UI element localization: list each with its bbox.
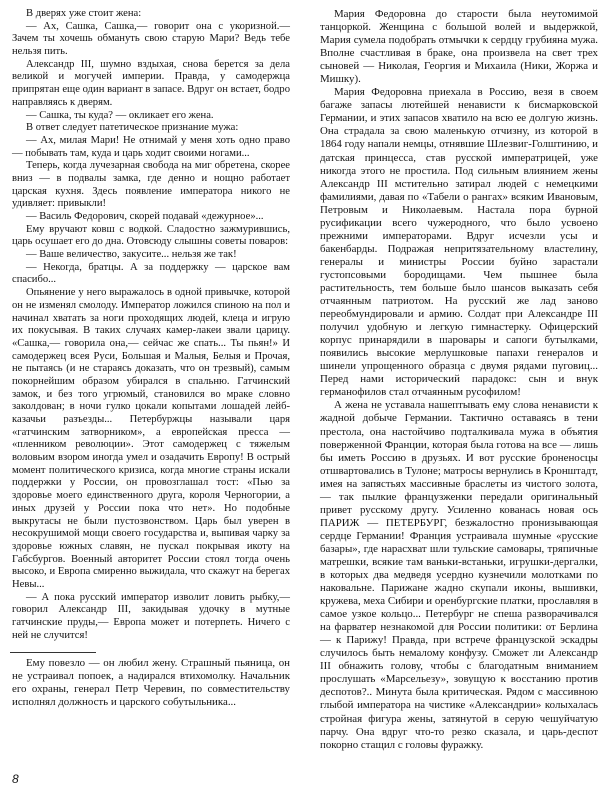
left-column-lower (12, 657, 290, 709)
right-column (320, 8, 598, 752)
paragraph: Мария Федоровна до старости была неутомимой танцоркой. Женщина с большой волей и выдержкой, Мария сумела подобрать отмычки к сердцу грубияна мужа. Вполне счастливая в браке, она произвела на свет трех сыновей — Николая, Георгия и Михаила (Ники, Жоржа и Мишку). (320, 8, 598, 86)
paragraph: А жена не уставала нашептывать ему слова ненависти к жадной добыче Германии. Тактично оставаясь в тени престола, она настойчиво подталкивала мужа в объятия поверженной Франции, которая была готова на все — лишь бы иметь Россию в друзьях. И вот русские броненосцы отшвартовались в Тулоне; матросы вернулись в Кронштадт, имея на запястьях массивные браслеты из чистого золота,— так пылкие французженки передали оригинальный привет русскому другу. Усиленно кованась новая ось ПАРИЖ — ПЕТЕРБУРГ, безжалостно пронизывающая сердце Германии! Франция устраивала шумные «русские базары», где нарасхват шли тульские самовары, тряпичные матрешки, всякие там ваньки-встаньки, игрушки-дергалки, в которых два медведя усердно кузнечили молотками по наковальне. Парижане жадно скупали иконы, вышивки, кружева, меха Сибири и оренбургские платки, прославляя в самое узкое кольцо... Петербург не спеша разворачивался на фарватер незнакомой для России политики: от Берлина — к Парижу! Правда, при встрече французской эскадры случилось быть немалому конфузу. Сможет ли Александр III обнажить голову, чтобы с благодатным вниманием прослушать «Марсельезу», зовущую к восстанию против деспотов?.. Минута была критическая. Рядом с массивною глыбой императора на чистике «Александрии» колыхалась стройная фигура жены, затянутой в серую чешуйчатую парчу. Она вдруг что-то резко сказала, и царь-деспот покорно стащил с головы фуражку. (320, 399, 598, 751)
paragraph: Ему повезло — он любил жену. Страшный пьяница, он не устраивал попоек, а надирался втихомолку. Начальник его охраны, генерал Петр Черевин, по совместительству исполнял должность и царского собутыльника... (12, 657, 290, 709)
paragraph: — Василь Федорович, скорей подавай «дежурное»... (26, 211, 264, 222)
paragraph: Ему вручают ковш с водкой. Сладостно зажмурившись, царь осушает его до дна. Отовсюду слышны советы поваров: (12, 223, 290, 248)
paragraph: Опьянение у него выражалось в одной привычке, которой он не изменял смолоду. Император ложился спиною на пол и начинал хватать за ноги проходящих людей, клеца и игрую их покусывая. В таких случаях камер-лакеи звали царицу. «Сашка,— говорила она,— сейчас же спать... Ты пьян!» И самодержец всея Руси, Большая и Малыя, Белыя и Прочая, не пытаясь (и не стараясь доказать, что он трезвый), самым покорнейшим образом убирался в спальню. Гатчинский замок, и без того угрюмый, становился во мраке словно заколдован; в ночи гулко цокали копытами лошадей лейб-казачьи разъезды... Петербуржцы называли царя «гатчинским затворником», а европейская пресса — «пленником революции». Этот самодержец с тяжелым воловьим взором иногда умел и озадачить Европу! В острый момент политического кризиса, когда многие страны искали поддержки у России, он провозглашал тост: «Пью за здоровье моего единственного друга, короля Черногории, а иных друзей у России пока что нет». Но подобные выкрутасы не были пустозвонством. Царь был уверен в несокрушимой мощи своего государства и, выпивая чарку за здоровье южных славян, не пускал покрывая икоту на Габсбургов. Военный авторитет России стоял тогда очень высоко, и Европа смиренно выжидала, что скажут на берегах Невы... (12, 287, 290, 590)
section-divider (10, 652, 96, 653)
left-column (12, 8, 290, 642)
paragraph: Александр III, шумно вздыхая, снова берется за дела великой и могучей империи. Правда, у самодержца припрятан еще один вариант в запасе. Вдруг он встает, бодро направляясь к дверям. (12, 58, 290, 108)
paragraph: Теперь, когда лучезарная свобода на миг обретена, скорее вниз — в подвалы замка, где денно и нощно работает царская кухня. Здесь появление императора никого не удивляет: привыкли! (12, 160, 290, 210)
paragraph: — Сашка, ты куда? — окликает его жена. (26, 109, 214, 121)
paragraph: — Ах, Сашка, Сашка,— говорит она с укоризной.— Зачем ты хочешь обмануть свою старую Мари? Ведь тебе нельзя пить. (12, 20, 290, 58)
paragraph: Мария Федоровна приехала в Россию, везя в своем багаже запасы лютейшей ненависти к бисмарковской Германии, и этих запасов хватило на всю ее долгую жизнь. Она страдала за свою маленькую отчизну, из которой в 1864 году напали немцы, отнявшие Шлезвиг-Голштинию, и датская принцесса, став русской императрицей, уже никогда этого не простила. Под сильным влиянием жены Александр III мстительно затирал людей с немецкими фамилиями, давая по «Табели о рангах» всяким Ивановым, Петровым и Николаевым. Настала пора бурной русификации всего чужеродного, что было усвоено прежними императорами. Вдруг исчезли усы и бакенбарды. Подражая непритязательному властелину, генералы и министры России буйно зарастали густопсовыми бородищами. Чем пышнее была растительность, тем больше было шансов выказать себя отчаянным патриотом. На русский же лад заново переобмундировали и армию. Солдат при Александре III получил удобную и легкую гимнастерку. Офицерский корпус принарядили в шаровары и сапоги бутылками, появились высокие мерлушковые папахи генералов и шинели упрощенного образца с двумя рядами пуговиц... Перед нами исторический парадокс: сын и внук германофилов стал отчаянным русофилом! (320, 86, 598, 399)
paragraph: — А пока русский император изволит ловить рыбку,— говорил Александр III, закидывая удочку в мутные гатчинские пруды,— Европа может и потерпеть. Ничего с ней не случится! (12, 591, 290, 641)
paragraph: — Ах, милая Мари! Не отнимай у меня хоть одно право — побывать там, куда и царь ходит своими ногами... (12, 134, 290, 159)
paragraph: В дверях уже стоит жена: (26, 8, 142, 19)
paragraph: В ответ следует патетическое признание мужа: (26, 122, 239, 134)
page-number: 8 (12, 772, 19, 786)
paragraph: — Некогда, братцы. А за поддержку — царское вам спасибо... (12, 261, 290, 286)
paragraph: — Ваше величество, закусите... нельзя же так! (26, 249, 237, 261)
